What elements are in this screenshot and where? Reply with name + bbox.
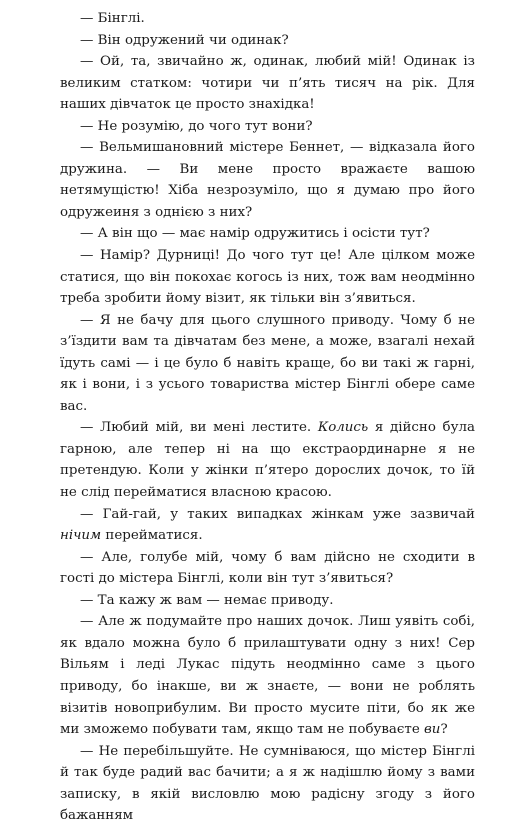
paragraph-6: — А він що — має намір одружитись і осісти тут? <box>80 226 430 242</box>
paragraph-2: — Він одружений чи одинак? <box>80 32 289 48</box>
italic-emphasis: ви <box>424 722 441 738</box>
paragraph-7: — Намір? Дурниці! До чого тут це! Але цілком може статися, що він покохає когось із них, тож вам неодмінно треба зробити йому візит, як тільки він з’явиться. <box>60 248 475 307</box>
paragraph-8: — Я не бачу для цього слушного приводу. Чому б не з’їздити вам та дівчатам без мене, а може, взагалі нехай їдуть самі — і це було б навіть краще, бо ви такі ж гарні, як і вони, і з усього товариства містер Бінглі обере саме вас. <box>60 312 475 414</box>
book-page <box>60 8 475 827</box>
italic-emphasis: Колись <box>317 420 369 436</box>
paragraph-3: — Ой, та, звичайно ж, одинак, любий мій! Одинак із великим статком: чотири чи п’ять тисяч на рік. Для наших дівчаток це просто знахідка! <box>60 54 475 113</box>
paragraph-9: — Любий мій, ви мені лестите. Колись я дійсно була гарною, але тепер ні на що екстраординарне я не претендую. Коли у жінки п’ятеро дорослих дочок, то їй не слід перейматися власною красою. <box>60 420 475 501</box>
paragraph-12: — Та кажу ж вам — немає приводу. <box>80 592 334 608</box>
paragraph-13: — Але ж подумайте про наших дочок. Лиш уявіть собі, як вдало можна було б прилаштувати одну з них! Сер Вільям і леді Лукас підуть неодмінно саме з цього приводу, бо інакше, ви ж знаєте, — вони не роблять візитів новоприбулим. Ви просто мусите піти, бо як же ми зможемо побувати там, якщо там не побуваєте ви? <box>60 614 475 738</box>
italic-emphasis: нічим <box>60 528 102 544</box>
paragraph-4: — Не розумію, до чого тут вони? <box>80 118 313 134</box>
paragraph-1: — Бінглі. <box>80 11 145 26</box>
paragraph-11: — Але, голубе мій, чому б вам дійсно не сходити в гості до містера Бінглі, коли він тут з’явиться? <box>60 549 475 587</box>
paragraph-14: — Не перебільшуйте. Не сумніваюся, що містер Бінглі й так буде радий вас бачити; а я ж надішлю йому з вами записку, в якій висловлю мою радісну згоду з його бажанням <box>60 743 475 824</box>
paragraph-10: — Гай-гай, у таких випадках жінкам уже зазвичай нічим перейматися. <box>60 506 475 544</box>
paragraph-5: — Вельмишановний містере Беннет, — відказала його дружина. — Ви мене просто вражаєте вашою нетямущістю! Хіба незрозуміло, що я думаю про його одружеиня з однією з них? <box>60 140 475 220</box>
